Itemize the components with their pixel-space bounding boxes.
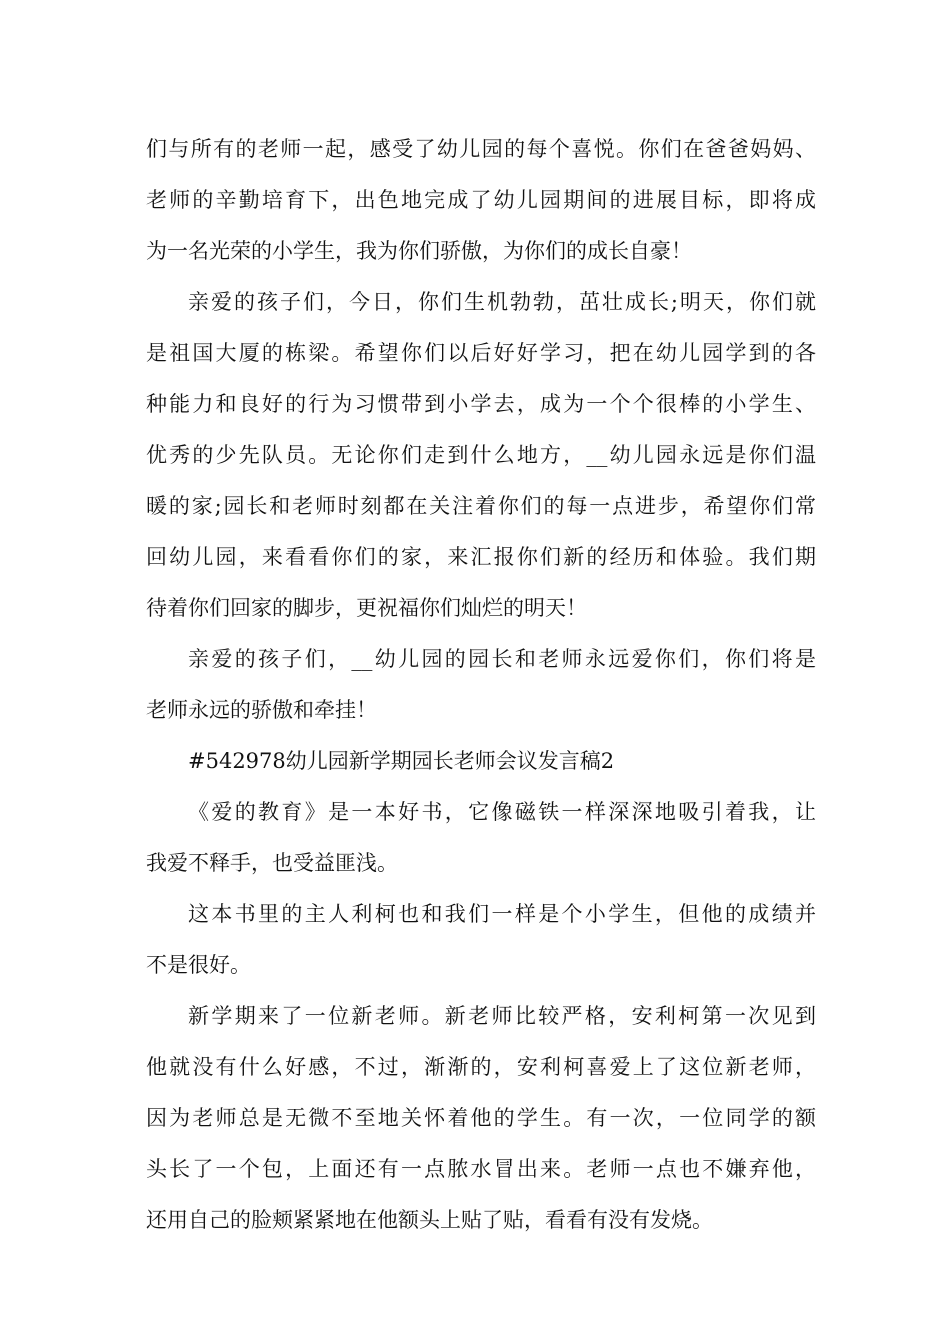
paragraph-line: 还用自己的脸颊紧紧地在他额头上贴了贴，看看有没有发烧。 — [146, 1208, 713, 1232]
section-heading: #542978幼儿园新学期园长老师会议发言稿2 — [188, 749, 615, 773]
paragraph-line: 们与所有的老师一起，感受了幼儿园的每个喜悦。你们在爸爸妈妈、 — [146, 137, 816, 161]
paragraph-line: 亲爱的孩子们，__幼儿园的园长和老师永远爱你们，你们将是 — [188, 647, 816, 671]
paragraph-line: 不是很好。 — [146, 953, 251, 977]
paragraph-line: 老师永远的骄傲和牵挂！ — [146, 698, 377, 722]
paragraph-line: 为一名光荣的小学生，我为你们骄傲，为你们的成长自豪！ — [146, 239, 692, 263]
paragraph-line: 他就没有什么好感，不过，渐渐的，安利柯喜爱上了这位新老师， — [146, 1055, 816, 1079]
paragraph-line: 头长了一个包，上面还有一点脓水冒出来。老师一点也不嫌弃他， — [146, 1157, 816, 1181]
paragraph-line: 待着你们回家的脚步，更祝福你们灿烂的明天！ — [146, 596, 587, 620]
paragraph-line: 《爱的教育》是一本好书，它像磁铁一样深深地吸引着我，让 — [188, 800, 816, 824]
paragraph-line: 种能力和良好的行为习惯带到小学去，成为一个个很棒的小学生、 — [146, 392, 816, 416]
paragraph-line: 回幼儿园，来看看你们的家，来汇报你们新的经历和体验。我们期 — [146, 545, 816, 569]
paragraph-line: 因为老师总是无微不至地关怀着他的学生。有一次，一位同学的额 — [146, 1106, 816, 1130]
paragraph-line: 这本书里的主人利柯也和我们一样是个小学生，但他的成绩并 — [188, 902, 816, 926]
paragraph-line: 是祖国大厦的栋梁。希望你们以后好好学习，把在幼儿园学到的各 — [146, 341, 816, 365]
paragraph-line: 我爱不释手，也受益匪浅。 — [146, 851, 398, 875]
paragraph-line: 老师的辛勤培育下，出色地完成了幼儿园期间的进展目标，即将成 — [146, 188, 816, 212]
paragraph-line: 新学期来了一位新老师。新老师比较严格，安利柯第一次见到 — [188, 1004, 816, 1028]
paragraph-line: 亲爱的孩子们，今日，你们生机勃勃，茁壮成长;明天，你们就 — [188, 290, 816, 314]
paragraph-line: 暖的家;园长和老师时刻都在关注着你们的每一点进步，希望你们常 — [146, 494, 816, 518]
paragraph-line: 优秀的少先队员。无论你们走到什么地方，__幼儿园永远是你们温 — [146, 443, 816, 467]
document-body — [146, 124, 816, 1246]
